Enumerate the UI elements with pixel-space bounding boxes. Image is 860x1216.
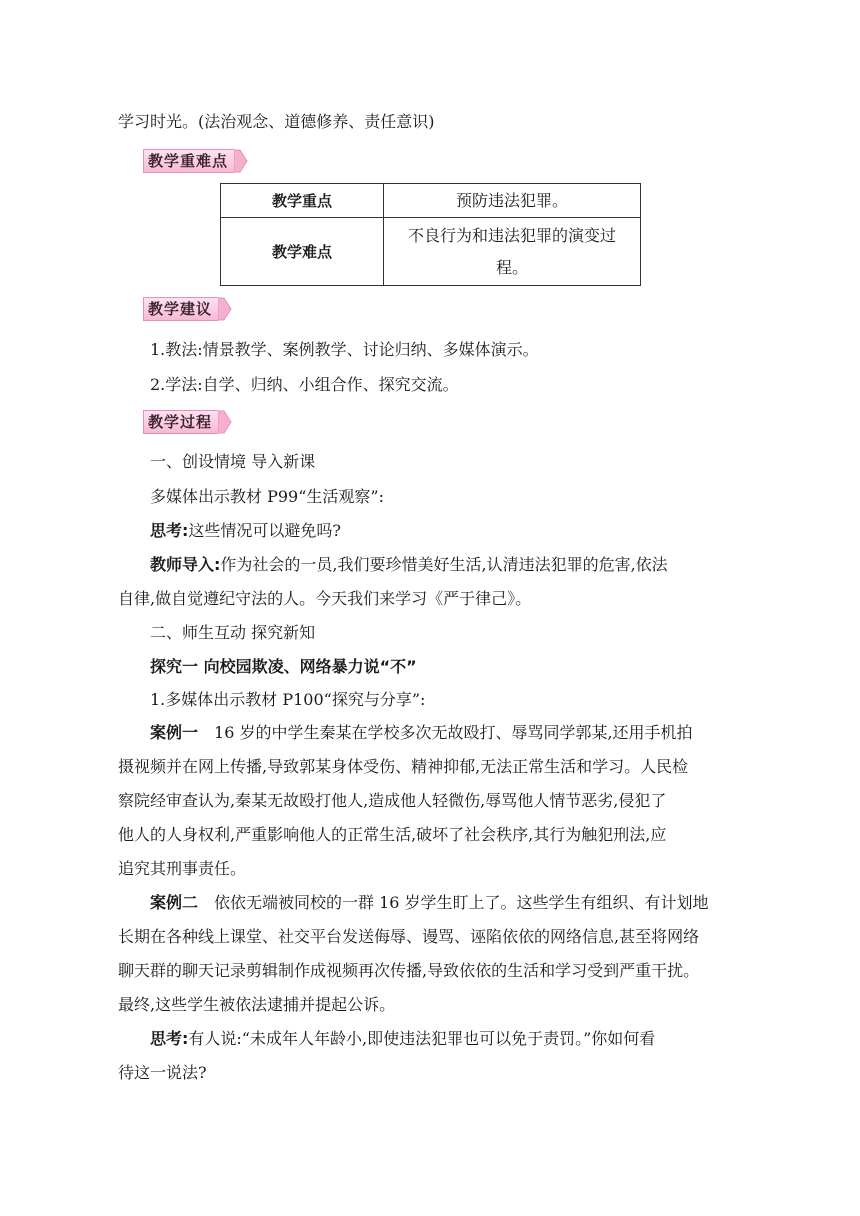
paragraph: 追究其刑事责任。	[118, 859, 247, 878]
explore-heading: 探究一 向校园欺凌、网络暴力说“不”	[150, 657, 417, 676]
section-title: 教学过程	[143, 410, 218, 434]
section-badge-suggestion	[143, 297, 232, 321]
teacher-text: 作为社会的一员,我们要珍惜美好生活,认清违法犯罪的危害,依法	[220, 555, 668, 574]
paragraph	[150, 1029, 748, 1049]
section-title: 教学建议	[143, 297, 218, 321]
section-badge-difficulty	[143, 149, 248, 173]
think-text: 有人说:“未成年人年龄小,即使违法犯罪也可以免于责罚。”你如何看	[188, 1029, 656, 1048]
table-value-key: 预防违法犯罪。	[384, 184, 641, 218]
paragraph: 多媒体出示教材 P99“生活观察”:	[150, 487, 384, 506]
table-label-key: 教学重点	[221, 184, 384, 218]
suggestion-item: 2.学法:自学、归纳、小组合作、探究交流。	[150, 375, 459, 394]
paragraph	[150, 555, 748, 575]
badge-arrow-icon	[234, 149, 248, 173]
intro-continuation: 学习时光。(法治观念、道德修养、责任意识)	[118, 112, 435, 131]
table-row	[221, 218, 641, 286]
paragraph: 摄视频并在网上传播,导致郭某身体受伤、精神抑郁,无法正常生活和学习。人民检	[118, 757, 689, 776]
case-label: 案例二	[150, 893, 199, 912]
paragraph	[150, 893, 748, 913]
badge-arrow-icon	[218, 297, 232, 321]
table-value-line: 程。	[495, 257, 528, 277]
paragraph: 待这一说法?	[118, 1063, 207, 1082]
table-row	[221, 184, 641, 218]
section-title: 教学重难点	[143, 149, 234, 173]
think-label: 思考:	[150, 521, 189, 540]
think-label: 思考:	[150, 1029, 189, 1048]
case-text: 依依无端被同校的一群 16 岁学生盯上了。这些学生有组织、有计划地	[214, 893, 709, 912]
paragraph: 长期在各种线上课堂、社交平台发送侮辱、谩骂、诬陷依依的网络信息,甚至将网络	[118, 927, 700, 946]
suggestion-item: 1.教法:情景教学、案例教学、讨论归纳、多媒体演示。	[150, 340, 539, 359]
case-text: 16 岁的中学生秦某在学校多次无故殴打、辱骂同学郭某,还用手机拍	[214, 723, 693, 742]
paragraph	[150, 521, 748, 541]
paragraph: 察院经审查认为,秦某无故殴打他人,造成他人轻微伤,辱骂他人情节恶劣,侵犯了	[118, 791, 667, 810]
step-heading: 二、师生互动 探究新知	[150, 623, 316, 642]
badge-arrow-icon	[218, 410, 232, 434]
paragraph: 聊天群的聊天记录剪辑制作成视频再次传播,导致依依的生活和学习受到严重干扰。	[118, 961, 700, 980]
paragraph: 最终,这些学生被依法逮捕并提起公诉。	[118, 995, 396, 1014]
case-label: 案例一	[150, 723, 199, 742]
table-value-line: 不良行为和违法犯罪的演变过	[407, 225, 616, 245]
paragraph: 他人的人身权利,严重影响他人的正常生活,破坏了社会秩序,其行为触犯刑法,应	[118, 825, 667, 844]
think-text: 这些情况可以避免吗?	[188, 521, 341, 540]
table-label-difficulty: 教学难点	[221, 218, 384, 286]
step-heading: 一、创设情境 导入新课	[150, 452, 316, 471]
teacher-label: 教师导入:	[150, 555, 221, 574]
paragraph: 自律,做自觉遵纪守法的人。今天我们来学习《严于律己》。	[118, 589, 532, 608]
paragraph	[150, 723, 748, 743]
table-value-difficulty	[384, 218, 641, 286]
paragraph: 1.多媒体出示教材 P100“探究与分享”:	[150, 690, 426, 709]
section-badge-process	[143, 410, 232, 434]
key-points-table	[220, 183, 641, 286]
